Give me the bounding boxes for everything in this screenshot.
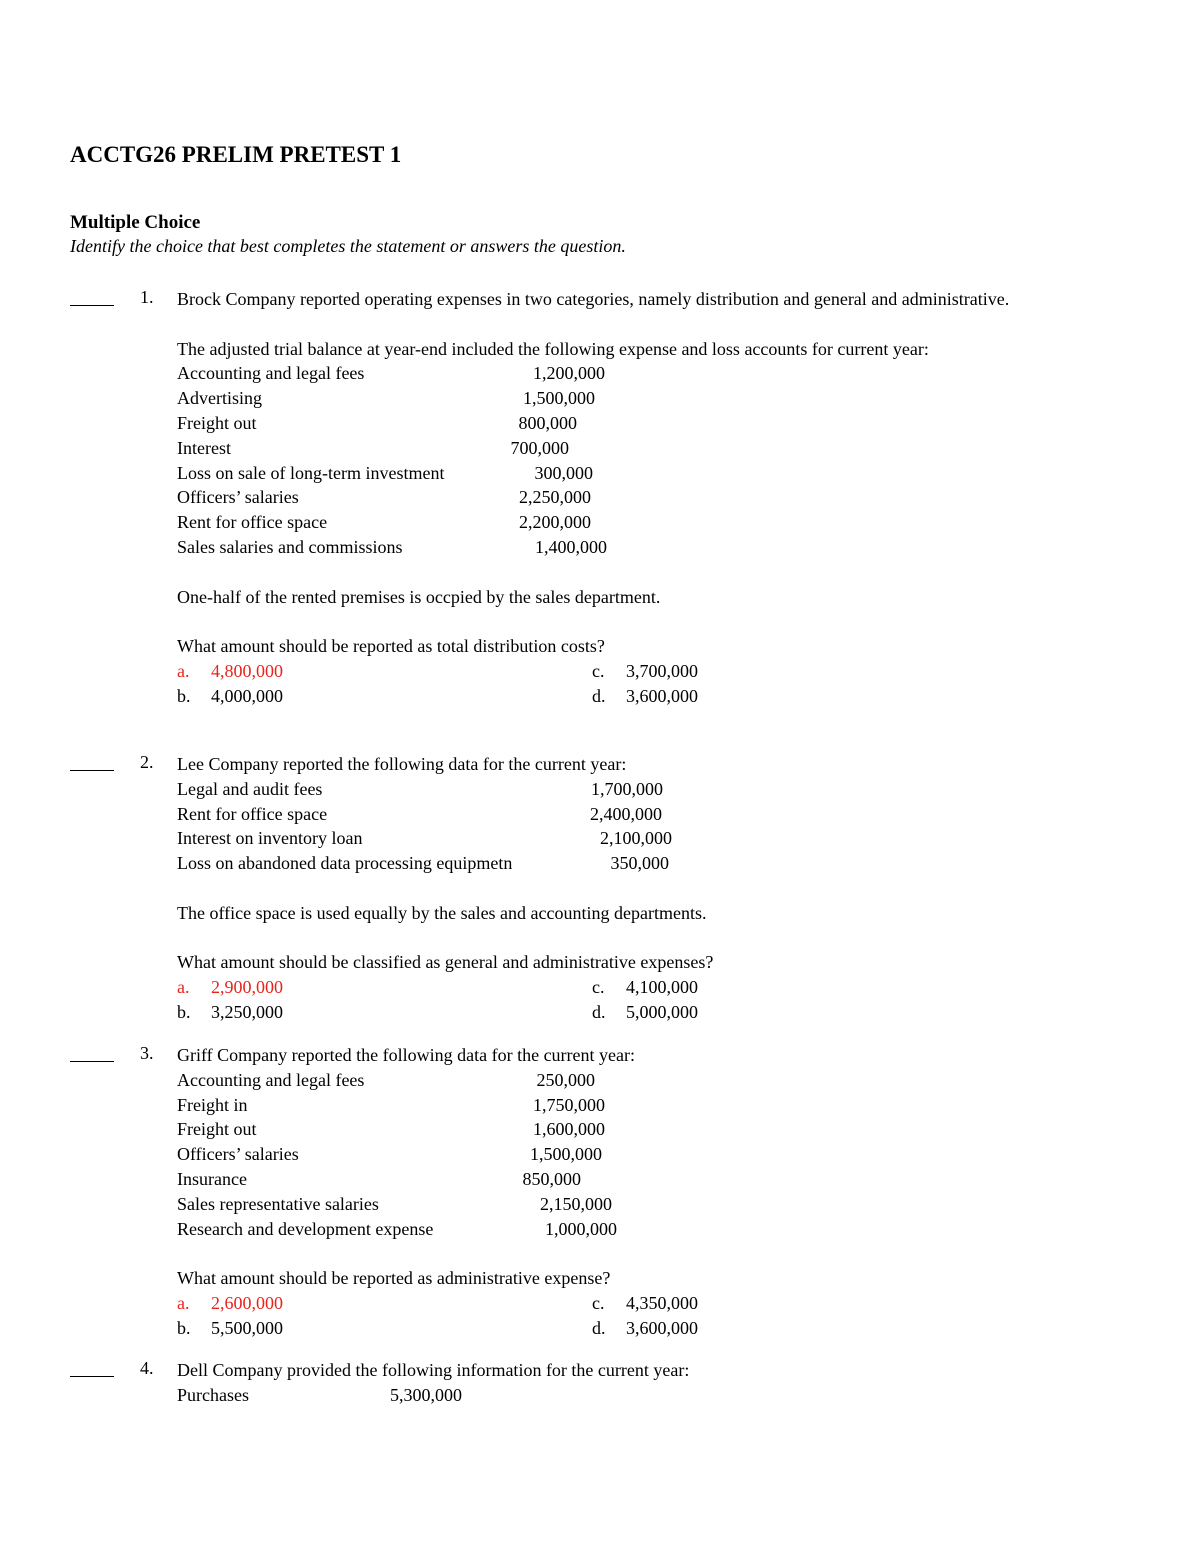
item-amount: 350,000 [610, 853, 669, 874]
item-label: Interest on inventory loan [177, 828, 363, 849]
item-label: Sales representative salaries [177, 1193, 379, 1214]
question-note: One-half of the rented premises is occpied by the sales department. [177, 586, 661, 607]
item-amount: 2,200,000 [519, 512, 591, 533]
item-label: Accounting and legal fees [177, 1069, 365, 1090]
choice-d[interactable]: d. 3,600,000 [592, 1317, 698, 1338]
item-label: Freight out [177, 1119, 257, 1140]
item-amount: 700,000 [510, 437, 569, 458]
item-amount: 2,250,000 [519, 487, 591, 508]
question-lead: Griff Company reported the following data for the current year: [177, 1045, 636, 1065]
choice-b[interactable]: b. 5,500,000 [177, 1317, 283, 1338]
answer-blank[interactable] [70, 1043, 114, 1062]
choice-d[interactable]: d. 5,000,000 [592, 1001, 698, 1022]
item-label: Rent for office space [177, 512, 328, 533]
item-amount: 1,750,000 [533, 1094, 605, 1115]
answer-choices [177, 1291, 1077, 1341]
item-amount: 2,100,000 [600, 828, 672, 849]
item-label: Officers’ salaries [177, 487, 299, 508]
item-amount: 800,000 [518, 412, 577, 433]
item-label: Sales salaries and commissions [177, 536, 403, 557]
choice-c[interactable]: c. 4,350,000 [592, 1292, 698, 1313]
answer-blank[interactable] [70, 287, 114, 306]
answer-choices [177, 975, 1077, 1025]
question-number: 2. [140, 752, 154, 772]
item-label: Freight in [177, 1094, 248, 1115]
item-label: Purchases [177, 1384, 249, 1405]
question-lead: Dell Company provided the following information for the current year: [177, 1360, 690, 1380]
choice-a[interactable]: a. 4,800,000 [177, 660, 283, 681]
item-amount: 1,200,000 [533, 363, 605, 384]
question-prompt: What amount should be classified as general and administrative expenses? [177, 952, 714, 973]
choice-b[interactable]: b. 4,000,000 [177, 685, 283, 706]
choice-c[interactable]: c. 4,100,000 [592, 977, 698, 998]
choice-d[interactable]: d. 3,600,000 [592, 685, 698, 706]
item-amount: 1,000,000 [545, 1218, 617, 1239]
item-amount: 1,500,000 [523, 388, 595, 409]
question-intro: Brock Company reported operating expenses in two categories, namely distribution and general and administrative. [177, 289, 1010, 309]
item-label: Insurance [177, 1168, 247, 1189]
item-amount: 2,150,000 [540, 1193, 612, 1214]
question-prompt: What amount should be reported as total distribution costs? [177, 636, 605, 657]
item-amount: 850,000 [522, 1168, 581, 1189]
item-label: Loss on abandoned data processing equipmetn [177, 853, 513, 874]
choice-c[interactable]: c. 3,700,000 [592, 660, 698, 681]
item-amount: 1,600,000 [533, 1119, 605, 1140]
question-lead: Lee Company reported the following data for the current year: [177, 754, 627, 774]
answer-blank[interactable] [70, 752, 114, 771]
choice-a[interactable]: a. 2,900,000 [177, 977, 283, 998]
item-amount: 1,400,000 [535, 536, 607, 557]
answer-choices [177, 659, 1077, 709]
item-label: Accounting and legal fees [177, 363, 365, 384]
question-number: 4. [140, 1358, 154, 1378]
page-title: ACCTG26 PRELIM PRETEST 1 [70, 142, 402, 167]
item-amount: 2,400,000 [590, 803, 662, 824]
choice-a[interactable]: a. 2,600,000 [177, 1292, 283, 1313]
item-label: Advertising [177, 388, 262, 409]
question-number: 1. [140, 287, 154, 307]
item-label: Legal and audit fees [177, 778, 323, 799]
item-amount: 1,700,000 [591, 778, 663, 799]
item-label: Freight out [177, 412, 257, 433]
item-amount: 250,000 [536, 1069, 595, 1090]
choice-b[interactable]: b. 3,250,000 [177, 1001, 283, 1022]
item-label: Rent for office space [177, 803, 328, 824]
item-label: Officers’ salaries [177, 1144, 299, 1165]
answer-blank[interactable] [70, 1358, 114, 1377]
question-note: The office space is used equally by the sales and accounting departments. [177, 902, 707, 923]
question-number: 3. [140, 1043, 154, 1063]
item-amount: 300,000 [534, 462, 593, 483]
section-heading: Multiple Choice [70, 212, 201, 233]
question-prompt: What amount should be reported as administrative expense? [177, 1268, 611, 1289]
item-amount: 5,300,000 [390, 1384, 462, 1405]
question-lead: The adjusted trial balance at year-end included the following expense and loss accounts for current year: [177, 338, 929, 359]
item-label: Loss on sale of long-term investment [177, 462, 445, 483]
item-amount: 1,500,000 [530, 1144, 602, 1165]
item-label: Interest [177, 437, 231, 458]
section-instructions: Identify the choice that best completes the statement or answers the question. [70, 236, 626, 256]
item-label: Research and development expense [177, 1218, 434, 1239]
